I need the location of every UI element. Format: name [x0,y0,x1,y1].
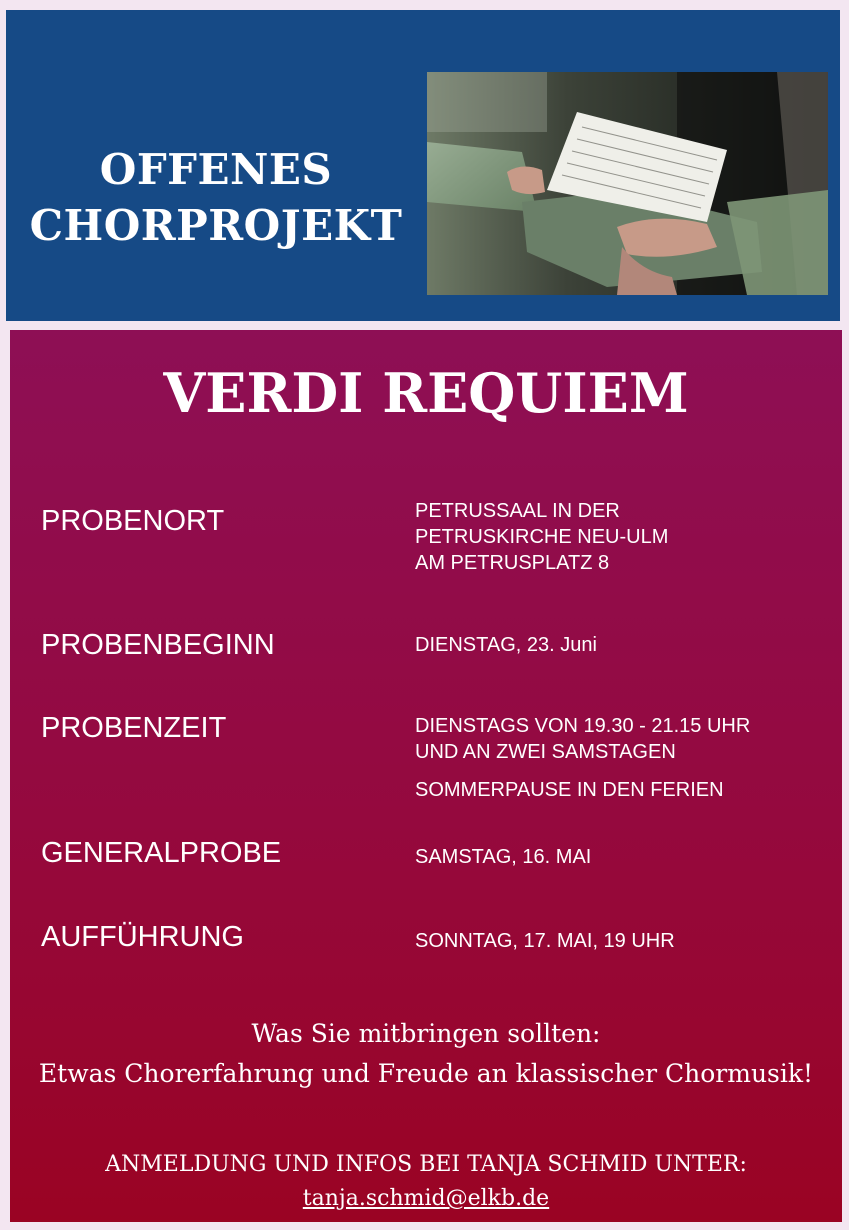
project-title-line2: CHORPROJEKT [29,201,403,250]
value-line: DIENSTAGS VON 19.30 - 21.15 UHR [415,715,751,737]
work-title: VERDI REQUIEM [163,361,689,425]
label-probenort: PROBENORT [41,505,225,537]
requirements-heading: Was Sie mitbringen sollten: [251,1019,601,1048]
value-note: SOMMERPAUSE IN DEN FERIEN [415,779,724,801]
requirements-body: Etwas Chorerfahrung und Freude an klassischer Chormusik! [38,1059,814,1088]
value-auffuehrung [415,928,675,954]
value-line: UND AN ZWEI SAMSTAGEN [415,741,676,763]
label-probenbeginn: PROBENBEGINN [41,629,275,661]
value-line: SAMSTAG, 16. MAI [415,846,592,868]
value-line: PETRUSSAAL IN DER [415,500,620,522]
label-generalprobe: GENERALPROBE [41,837,282,869]
value-line: AM PETRUSPLATZ 8 [415,552,610,574]
project-title-line1: OFFENES [99,145,333,194]
value-generalprobe [415,844,591,870]
value-line: SONNTAG, 17. MAI, 19 UHR [415,930,675,952]
contact-line: ANMELDUNG UND INFOS BEI TANJA SCHMID UNTER: [105,1152,747,1177]
contact-info [10,1148,842,1216]
value-line: DIENSTAG, 23. Juni [415,634,597,656]
sheet-music-photo [427,72,828,295]
label-probenzeit: PROBENZEIT [41,712,227,744]
contact-email-link[interactable]: tanja.schmid@elkb.de [302,1186,550,1211]
value-probenbeginn [415,632,597,658]
requirements-text [10,1014,842,1094]
value-probenort [415,498,668,576]
sheet-music-illustration [427,72,828,295]
main-panel [10,330,842,1222]
header-banner [6,10,840,321]
label-auffuehrung: AUFFÜHRUNG [41,921,244,953]
project-title [6,142,426,254]
value-probenzeit [415,713,750,803]
value-line: PETRUSKIRCHE NEU-ULM [415,526,669,548]
